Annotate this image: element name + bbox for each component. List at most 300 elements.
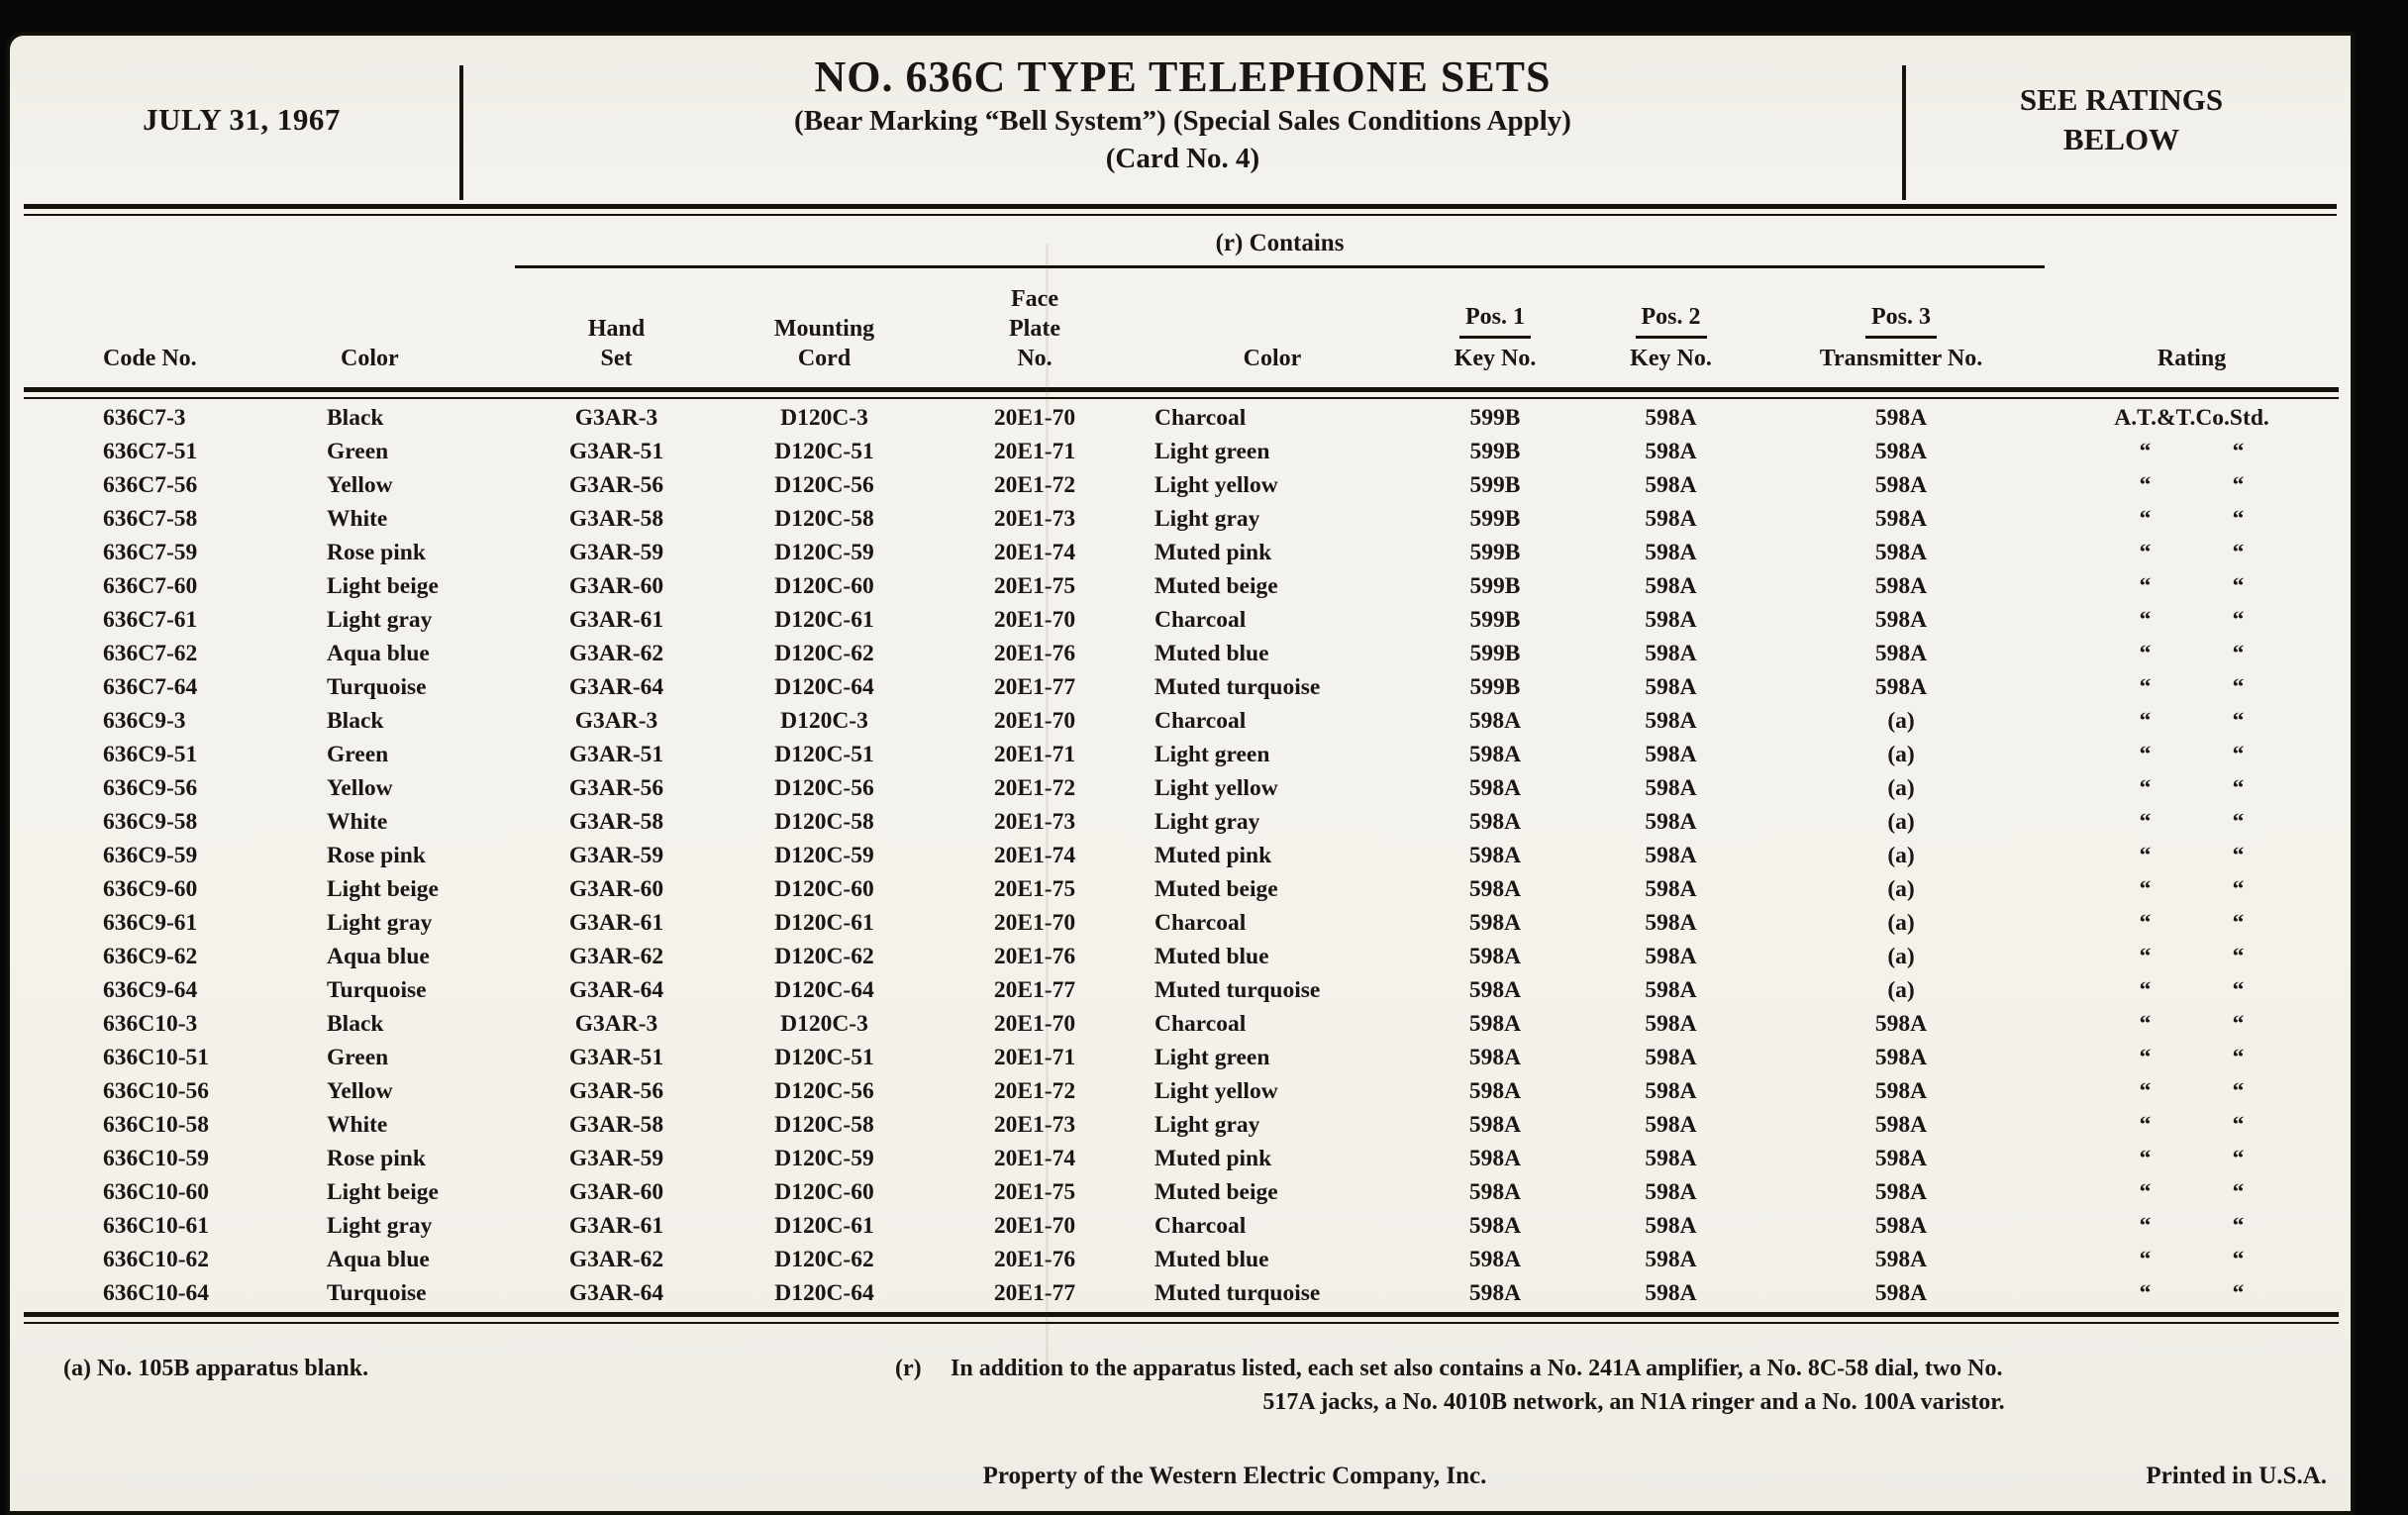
table-cell: 598A <box>1468 910 1522 936</box>
col-header-label: Cord <box>797 346 852 371</box>
table-row <box>24 1007 2339 1041</box>
table-cell: Black <box>327 405 384 431</box>
table-cell: 598A <box>1645 809 1697 835</box>
table-cell: Charcoal <box>1154 1011 1247 1037</box>
table-cell: Turquoise <box>327 674 427 700</box>
col-header-pos3-transmitter-no <box>1757 267 2045 386</box>
table-cell: 636C10-56 <box>103 1078 210 1104</box>
table-cell: 598A <box>1468 1280 1522 1306</box>
col-header-color <box>311 267 515 386</box>
table-cell: 598A <box>1468 1247 1522 1272</box>
footnote-r-text <box>951 1352 2317 1419</box>
table-cell: Turquoise <box>327 1280 427 1306</box>
table-cell: “ “ <box>2139 1146 2245 1171</box>
table-cell: 598A <box>1874 1045 1928 1070</box>
table-cell: 598A <box>1645 1247 1697 1272</box>
header-rule <box>24 204 2337 216</box>
table-cell: D120C-62 <box>774 1247 874 1272</box>
table-cell: Green <box>327 1045 389 1070</box>
table-cell: “ “ <box>2139 708 2245 734</box>
table-cell: 598A <box>1468 809 1522 835</box>
table-cell: 20E1-70 <box>993 1213 1076 1239</box>
table-cell: 20E1-70 <box>993 910 1076 936</box>
table-cell: 636C9-60 <box>103 876 198 902</box>
table-cell: Yellow <box>327 472 393 498</box>
table-row <box>24 1142 2339 1175</box>
table-cell: G3AR-56 <box>568 775 664 801</box>
rating-card <box>6 32 2355 1515</box>
table-cell: 636C10-59 <box>103 1146 210 1171</box>
table-cell: 20E1-71 <box>993 742 1076 767</box>
header-bottom-rule-row <box>24 385 2339 401</box>
table-cell: Muted beige <box>1154 1179 1278 1205</box>
table-cell: 636C9-3 <box>103 708 186 734</box>
table-cell: 20E1-74 <box>993 843 1076 868</box>
table-cell: Muted turquoise <box>1154 674 1321 700</box>
table-cell: 598A <box>1468 977 1522 1003</box>
table-cell: 598A <box>1645 1078 1697 1104</box>
footnote-r-line1: In addition to the apparatus listed, each set also contains a No. 241A amplifier, a No. 8C-58 dial, two No. <box>951 1356 2003 1381</box>
column-header-row <box>24 267 2339 386</box>
table-cell: 20E1-71 <box>993 439 1076 464</box>
table-cell: “ “ <box>2139 977 2245 1003</box>
col-header-label: No. <box>1017 346 1053 371</box>
table-cell: Rose pink <box>327 843 426 868</box>
table-cell: 20E1-75 <box>993 876 1076 902</box>
footnote-r-line2: 517A jacks, a No. 4010B network, an N1A ringer and a No. 100A varistor. <box>1262 1389 2005 1415</box>
table-cell: 598A <box>1874 472 1928 498</box>
col-header-label: Plate <box>1009 316 1060 342</box>
table-cell: 636C10-62 <box>103 1247 210 1272</box>
table-cell: 598A <box>1468 944 1522 969</box>
table-cell: 598A <box>1874 641 1928 666</box>
table-cell: Muted pink <box>1154 540 1272 565</box>
table-bottom-rule-row <box>24 1310 2339 1326</box>
table-cell: G3AR-59 <box>568 1146 664 1171</box>
footnote-r-label: (r) <box>895 1356 922 1381</box>
table-cell: D120C-56 <box>774 1078 874 1104</box>
table-cell: “ “ <box>2139 1247 2245 1272</box>
table-cell: 636C7-51 <box>103 439 198 464</box>
table-cell: 599B <box>1469 506 1521 532</box>
table-cell: 598A <box>1468 1078 1522 1104</box>
table-cell: “ “ <box>2139 1045 2245 1070</box>
see-ratings-line1: SEE RATINGS <box>2019 81 2224 117</box>
table-cell: 598A <box>1645 1179 1697 1205</box>
table-cell: Light green <box>1154 742 1270 767</box>
table-row <box>24 468 2339 502</box>
table-cell: 636C10-51 <box>103 1045 210 1070</box>
title-block <box>463 36 1902 204</box>
table-cell: G3AR-58 <box>568 506 664 532</box>
table-cell: D120C-59 <box>774 540 874 565</box>
table-cell: 598A <box>1645 674 1697 700</box>
table-row <box>24 1209 2339 1243</box>
table-row <box>24 670 2339 704</box>
table-cell: 636C9-61 <box>103 910 198 936</box>
table-cell: 636C9-59 <box>103 843 198 868</box>
table-cell: 20E1-72 <box>993 1078 1076 1104</box>
table-row <box>24 1175 2339 1209</box>
table-cell: 598A <box>1645 1280 1697 1306</box>
col-header-label: Key No. <box>1454 346 1537 371</box>
table-cell: 20E1-77 <box>993 674 1076 700</box>
property-notice: Property of the Western Electric Company, Inc. <box>982 1463 1487 1489</box>
table-cell: “ “ <box>2139 910 2245 936</box>
table-cell: D120C-51 <box>774 439 874 464</box>
col-header-hand-set <box>515 267 718 386</box>
table-cell: 636C7-58 <box>103 506 198 532</box>
table-cell: G3AR-61 <box>568 1213 664 1239</box>
table-cell: D120C-59 <box>774 1146 874 1171</box>
col-header-label: Color <box>341 346 399 371</box>
table-cell: 598A <box>1645 472 1697 498</box>
table-cell: 598A <box>1874 573 1928 599</box>
table-cell: 636C7-64 <box>103 674 198 700</box>
table-cell: Light beige <box>327 1179 439 1205</box>
table-cell: 20E1-75 <box>993 573 1076 599</box>
table-cell: D120C-62 <box>774 944 874 969</box>
table-cell: 636C9-58 <box>103 809 198 835</box>
table-cell: G3AR-51 <box>568 742 664 767</box>
table-row <box>24 1243 2339 1276</box>
table-cell: 598A <box>1468 876 1522 902</box>
table-cell: Muted blue <box>1154 641 1269 666</box>
footnote-a: (a) No. 105B apparatus blank. <box>63 1356 369 1381</box>
table-cell: “ “ <box>2139 1179 2245 1205</box>
table-cell: Light gray <box>1154 506 1260 532</box>
table-cell: 598A <box>1645 641 1697 666</box>
table-cell: 598A <box>1468 1011 1522 1037</box>
table-cell: 598A <box>1645 506 1697 532</box>
table-cell: 20E1-72 <box>993 775 1076 801</box>
table-cell: Light yellow <box>1154 472 1278 498</box>
table-row <box>24 906 2339 940</box>
table-cell: 598A <box>1468 1179 1522 1205</box>
table-cell: Light green <box>1154 439 1270 464</box>
table-cell: Muted blue <box>1154 944 1269 969</box>
table-cell: Muted beige <box>1154 876 1278 902</box>
printed-in-usa: Printed in U.S.A. <box>2146 1463 2327 1489</box>
table-cell: 20E1-70 <box>993 708 1076 734</box>
table-cell: D120C-3 <box>780 708 868 734</box>
table-cell: 599B <box>1469 472 1521 498</box>
table-cell: 598A <box>1874 1213 1928 1239</box>
col-header-color-2 <box>1139 267 1406 386</box>
table-row <box>24 704 2339 738</box>
table-cell: Charcoal <box>1154 607 1247 633</box>
telephone-sets-table <box>24 216 2339 1326</box>
table-cell: 598A <box>1468 775 1522 801</box>
table-cell: 598A <box>1645 573 1697 599</box>
col-header-label: Transmitter No. <box>1819 346 1983 371</box>
table-cell: Muted beige <box>1154 573 1278 599</box>
table-cell: 598A <box>1468 708 1522 734</box>
table-cell: D120C-64 <box>774 977 874 1003</box>
table-cell: 20E1-77 <box>993 977 1076 1003</box>
table-cell: 598A <box>1874 1112 1928 1138</box>
col-header-label: Mounting <box>773 316 875 342</box>
table-cell: 598A <box>1468 843 1522 868</box>
pos1-underlined-label: Pos. 1 <box>1459 302 1531 339</box>
table-cell: “ “ <box>2139 1213 2245 1239</box>
table-cell: “ “ <box>2139 843 2245 868</box>
table-cell: (a) <box>1887 910 1915 936</box>
table-cell: 20E1-73 <box>993 809 1076 835</box>
col-header-label: Rating <box>2157 346 2227 371</box>
table-cell: 20E1-73 <box>993 1112 1076 1138</box>
table-cell: (a) <box>1887 977 1915 1003</box>
table-cell: 20E1-70 <box>993 405 1076 431</box>
table-row <box>24 1108 2339 1142</box>
scan-crease <box>1046 244 1049 1372</box>
table-cell: 598A <box>1874 674 1928 700</box>
table-cell: “ “ <box>2139 674 2245 700</box>
contains-header-row <box>24 216 2339 267</box>
table-cell: Yellow <box>327 1078 393 1104</box>
table-cell: 636C7-61 <box>103 607 198 633</box>
table-cell: (a) <box>1887 742 1915 767</box>
table-cell: G3AR-61 <box>568 607 664 633</box>
table-cell: 598A <box>1874 1179 1928 1205</box>
table-cell: 636C7-62 <box>103 641 198 666</box>
col-header-pos2-key-no <box>1584 267 1757 386</box>
table-cell: D120C-58 <box>774 506 874 532</box>
table-cell: Green <box>327 742 389 767</box>
table-cell: G3AR-64 <box>568 977 664 1003</box>
table-cell: Light gray <box>1154 809 1260 835</box>
table-cell: G3AR-61 <box>568 910 664 936</box>
table-cell: 598A <box>1645 1011 1697 1037</box>
col-header-label <box>1757 302 2045 344</box>
table-cell: 20E1-73 <box>993 506 1076 532</box>
table-cell: D120C-61 <box>774 1213 874 1239</box>
table-cell: 598A <box>1874 405 1928 431</box>
table-cell: “ “ <box>2139 742 2245 767</box>
col-header-code-no <box>24 267 311 386</box>
table-cell: 598A <box>1645 742 1697 767</box>
table-cell: 636C10-3 <box>103 1011 198 1037</box>
page-title: NO. 636C TYPE TELEPHONE SETS <box>814 52 1552 101</box>
table-cell: 636C9-51 <box>103 742 198 767</box>
card-number: (Card No. 4) <box>1105 143 1260 175</box>
table-cell: 598A <box>1874 1280 1928 1306</box>
table-cell: 636C9-62 <box>103 944 198 969</box>
table-row <box>24 839 2339 872</box>
table-cell: 598A <box>1645 775 1697 801</box>
col-header-face-plate-no <box>931 267 1139 386</box>
table-cell: 598A <box>1468 742 1522 767</box>
table-row <box>24 569 2339 603</box>
table-cell: (a) <box>1887 775 1915 801</box>
table-cell: D120C-59 <box>774 843 874 868</box>
table-cell: 20E1-74 <box>993 540 1076 565</box>
table-cell: 598A <box>1645 843 1697 868</box>
table-cell: 599B <box>1469 540 1521 565</box>
table-row <box>24 637 2339 670</box>
table-cell: G3AR-58 <box>568 1112 664 1138</box>
table-cell: “ “ <box>2139 944 2245 969</box>
table-cell: 636C10-64 <box>103 1280 210 1306</box>
table-cell: 636C7-3 <box>103 405 186 431</box>
col-header-label: Hand <box>587 316 646 342</box>
table-cell: Charcoal <box>1154 405 1247 431</box>
table-cell: G3AR-62 <box>568 1247 664 1272</box>
pos3-underlined-label: Pos. 3 <box>1865 302 1937 339</box>
table-row <box>24 536 2339 569</box>
table-cell: G3AR-62 <box>568 641 664 666</box>
table-row <box>24 771 2339 805</box>
table-cell: 598A <box>1645 439 1697 464</box>
table-cell: “ “ <box>2139 775 2245 801</box>
spacer-cell <box>24 216 515 267</box>
table-cell: D120C-51 <box>774 742 874 767</box>
table-cell: 20E1-74 <box>993 1146 1076 1171</box>
table-cell: Light yellow <box>1154 1078 1278 1104</box>
table-cell: Rose pink <box>327 540 426 565</box>
table-cell: 20E1-76 <box>993 641 1076 666</box>
table-cell: 598A <box>1645 540 1697 565</box>
table-cell: G3AR-64 <box>568 674 664 700</box>
table-cell: 636C9-56 <box>103 775 198 801</box>
table-cell: “ “ <box>2139 876 2245 902</box>
table-row <box>24 603 2339 637</box>
table-cell: 598A <box>1468 1146 1522 1171</box>
table-cell: Muted pink <box>1154 1146 1272 1171</box>
table-cell: 598A <box>1645 1045 1697 1070</box>
table-cell: 636C10-60 <box>103 1179 210 1205</box>
table-cell: 598A <box>1468 1112 1522 1138</box>
table-row <box>24 940 2339 973</box>
table-cell: “ “ <box>2139 439 2245 464</box>
table-row <box>24 502 2339 536</box>
col-header-label <box>1406 302 1584 344</box>
table-cell: Charcoal <box>1154 708 1247 734</box>
table-cell: 598A <box>1468 1045 1522 1070</box>
table-cell: 20E1-70 <box>993 1011 1076 1037</box>
table-cell: G3AR-62 <box>568 944 664 969</box>
table-bottom-rule <box>24 1312 2339 1324</box>
table-cell: “ “ <box>2139 1078 2245 1104</box>
table-cell: D120C-3 <box>780 1011 868 1037</box>
table-cell: Black <box>327 1011 384 1037</box>
table-cell: D120C-64 <box>774 1280 874 1306</box>
table-cell: D120C-60 <box>774 876 874 902</box>
table-cell: “ “ <box>2139 506 2245 532</box>
table-cell: Aqua blue <box>327 944 430 969</box>
table-cell: Muted turquoise <box>1154 1280 1321 1306</box>
table-cell: D120C-60 <box>774 573 874 599</box>
table-cell: Muted blue <box>1154 1247 1269 1272</box>
table-cell: 598A <box>1874 1078 1928 1104</box>
table-cell: 598A <box>1645 607 1697 633</box>
table-cell: 20E1-70 <box>993 607 1076 633</box>
table-cell: 20E1-72 <box>993 472 1076 498</box>
table-cell: D120C-3 <box>780 405 868 431</box>
card-header <box>24 36 2337 204</box>
table-cell: 20E1-76 <box>993 1247 1076 1272</box>
table-cell: 599B <box>1469 573 1521 599</box>
table-cell: 20E1-71 <box>993 1045 1076 1070</box>
table-cell: “ “ <box>2139 540 2245 565</box>
table-row <box>24 401 2339 435</box>
date: JULY 31, 1967 <box>143 102 341 137</box>
table-cell: G3AR-60 <box>568 1179 664 1205</box>
footnotes <box>24 1352 2337 1419</box>
table-cell: Black <box>327 708 384 734</box>
table-cell: Aqua blue <box>327 1247 430 1272</box>
table-cell: Charcoal <box>1154 910 1247 936</box>
table-cell: D120C-56 <box>774 472 874 498</box>
table-cell: 599B <box>1469 439 1521 464</box>
table-cell: D120C-64 <box>774 674 874 700</box>
table-cell: Muted turquoise <box>1154 977 1321 1003</box>
table-cell: G3AR-51 <box>568 439 664 464</box>
col-header-label: Face <box>1011 286 1058 312</box>
table-cell: (a) <box>1887 708 1915 734</box>
see-ratings-line2: BELOW <box>2062 122 2180 156</box>
table-cell: 636C10-61 <box>103 1213 210 1239</box>
table-cell: White <box>327 1112 388 1138</box>
table-cell: “ “ <box>2139 1112 2245 1138</box>
table-cell: Yellow <box>327 775 393 801</box>
table-cell: Light gray <box>327 910 433 936</box>
col-header-label: Color <box>1243 346 1302 371</box>
table-cell: 636C7-56 <box>103 472 198 498</box>
table-cell: G3AR-59 <box>568 540 664 565</box>
table-cell: 599B <box>1469 641 1521 666</box>
table-row <box>24 805 2339 839</box>
footnote-r <box>895 1352 2317 1419</box>
contains-label: (r) Contains <box>515 216 2045 267</box>
table-cell: 598A <box>1874 1011 1928 1037</box>
table-cell: “ “ <box>2139 641 2245 666</box>
col-header-label <box>1584 302 1757 344</box>
table-cell: G3AR-59 <box>568 843 664 868</box>
card-footer <box>24 1463 2337 1490</box>
table-cell: (a) <box>1887 944 1915 969</box>
col-header-rating <box>2045 267 2339 386</box>
table-cell: 599B <box>1469 405 1521 431</box>
col-header-label: Set <box>600 346 633 371</box>
table-cell: Light beige <box>327 573 439 599</box>
table-cell: 20E1-75 <box>993 1179 1076 1205</box>
table-cell: 598A <box>1874 540 1928 565</box>
table-cell: 599B <box>1469 607 1521 633</box>
table-cell: (a) <box>1887 843 1915 868</box>
see-ratings-note <box>1906 36 2337 204</box>
table-cell: “ “ <box>2139 1280 2245 1306</box>
table-cell: G3AR-56 <box>568 472 664 498</box>
table-cell: G3AR-60 <box>568 573 664 599</box>
table-row <box>24 872 2339 906</box>
table-cell: D120C-58 <box>774 809 874 835</box>
table-cell: D120C-51 <box>774 1045 874 1070</box>
table-cell: 598A <box>1645 876 1697 902</box>
table-row <box>24 1074 2339 1108</box>
table-cell: (a) <box>1887 876 1915 902</box>
table-cell: Charcoal <box>1154 1213 1247 1239</box>
table-cell: 598A <box>1645 944 1697 969</box>
table-cell: G3AR-58 <box>568 809 664 835</box>
table-cell: “ “ <box>2139 472 2245 498</box>
table-cell: D120C-56 <box>774 775 874 801</box>
table-body <box>24 401 2339 1310</box>
table-cell: 636C9-64 <box>103 977 198 1003</box>
table-cell: D120C-58 <box>774 1112 874 1138</box>
page-subtitle: (Bear Marking “Bell System”) (Special Sales Conditions Apply) <box>794 105 1571 138</box>
table-cell: 598A <box>1874 1146 1928 1171</box>
